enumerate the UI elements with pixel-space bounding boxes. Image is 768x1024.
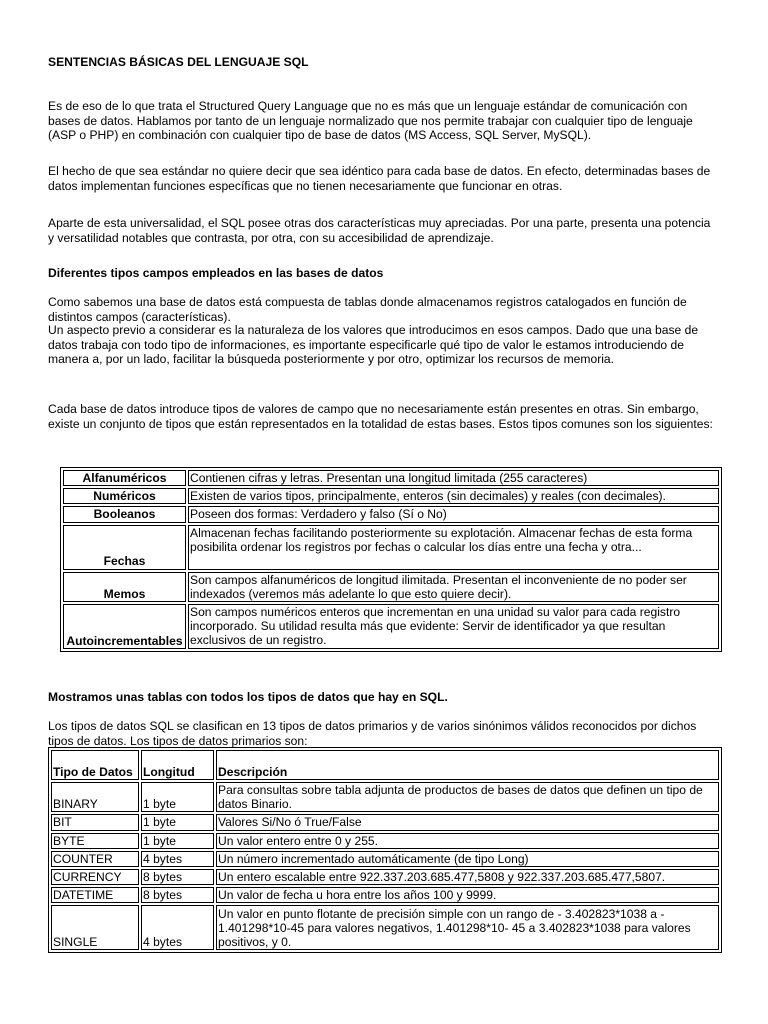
values-paragraph: Un aspecto previo a considerar es la naturaleza de los valores que introducimos en esos campos. Dado que una base de datos trabaja con todo tipo de informaciones, es importante especificarle qué tipo de valor le estamos introduciendo de manera a, por un lado, facilitar la búsqueda posteriormente y por otro, optimizar los recursos de memoria. [48,323,699,367]
field-type-description: Existen de varios tipos, principalmente, enteros (sin decimales) y reales (con decimales). [188,488,719,504]
cell-description: Valores Si/No ó True/False [216,814,719,830]
field-type-name: Booleanos [63,506,186,522]
cell-type: COUNTER [51,851,139,867]
cell-description: Un número incrementado automáticamente (de tipo Long) [216,851,719,867]
document-title: SENTENCIAS BÁSICAS DEL LENGUAJE SQL [48,55,309,69]
sql-data-types-table [48,747,722,953]
cell-description: Un valor entero entre 0 y 255. [216,833,719,849]
header-length: Longitud [141,750,214,780]
table-row [63,506,719,522]
table-row [63,488,719,504]
table-row [63,604,719,649]
universality-paragraph: Aparte de esta universalidad, el SQL posee otras dos características muy apreciadas. Por una parte, presenta una potencia y versatilidad notables que contrasta, por otra, con su accesibilidad de aprendizaje. [48,216,711,245]
cell-description: Un valor en punto flotante de precisión simple con un rango de - 3.402823*1038 a - 1.401298*10-45 para valores negativos, 1.401298*10- 45 a 3.402823*1038 para valores positivos, y 0. [216,905,719,950]
cell-length: 8 bytes [141,869,214,885]
cell-length: 4 bytes [141,851,214,867]
field-type-description: Almacenan fechas facilitando posteriormente su explotación. Almacenar fechas de esta forma posibilita ordenar los registros por fechas o calcular los días entre una fecha y otra... [188,525,719,570]
cell-type: DATETIME [51,887,139,903]
intro-paragraph: Es de eso de lo que trata el Structured Query Language que no es más que un lenguaje estándar de comunicación con bases de datos. Hablamos por tanto de un lenguaje normalizado que nos permite trabajar con cualquier tipo de lenguaje (ASP o PHP) en combinación con cualquier tipo de base de datos (MS Access, SQL Server, MySQL). [48,99,693,143]
cell-type: SINGLE [51,905,139,950]
table-header-row [51,750,719,780]
field-types-table [60,467,722,652]
cell-type: BINARY [51,782,139,812]
field-type-name: Memos [63,572,186,602]
table-row [63,572,719,602]
field-type-name: Autoincrementables [63,604,186,649]
field-type-description: Contienen cifras y letras. Presentan una longitud limitada (255 caracteres) [188,470,719,486]
sql-types-paragraph: Los tipos de datos SQL se clasifican en 13 tipos de datos primarios y de varios sinónimos válidos reconocidos por dichos tipos de datos. Los tipos de datos primarios son: [48,719,697,748]
standard-paragraph: El hecho de que sea estándar no quiere decir que sea idéntico para cada base de datos. En efecto, determinadas bases de datos implementan funciones específicas que no tienen necesariamente que funcionar en otras. [48,164,711,193]
field-type-name: Fechas [63,525,186,570]
table-row [51,782,719,812]
field-type-name: Numéricos [63,488,186,504]
cell-length: 1 byte [141,782,214,812]
table-row [63,525,719,570]
table-row [51,887,719,903]
cell-length: 8 bytes [141,887,214,903]
sql-types-heading: Mostramos unas tablas con todos los tipos de datos que hay en SQL. [48,690,448,704]
field-types-heading: Diferentes tipos campos empleados en las bases de datos [48,266,384,280]
header-type: Tipo de Datos [51,750,139,780]
cell-length: 1 byte [141,833,214,849]
field-type-description: Son campos numéricos enteros que incrementan en una unidad su valor para cada registro incorporado. Su utilidad resulta más que evidente: Servir de identificador ya que resultan exclusivos de un registro. [188,604,719,649]
cell-description: Un entero escalable entre 922.337.203.685.477,5808 y 922.337.203.685.477,5807. [216,869,719,885]
table-row [51,851,719,867]
field-type-description: Poseen dos formas: Verdadero y falso (Sí o No) [188,506,719,522]
cell-length: 1 byte [141,814,214,830]
table-row [51,814,719,830]
header-description: Descripción [216,750,719,780]
table-row [51,833,719,849]
cell-description: Un valor de fecha u hora entre los años 100 y 9999. [216,887,719,903]
cell-type: BYTE [51,833,139,849]
table-row [63,470,719,486]
field-type-description: Son campos alfanuméricos de longitud ilimitada. Presentan el inconveniente de no poder ser indexados (veremos más adelante lo que esto quiere decir). [188,572,719,602]
common-types-paragraph: Cada base de datos introduce tipos de valores de campo que no necesariamente están presentes en otras. Sin embargo, existe un conjunto de tipos que están representados en la totalidad de estas bases. Estos tipos comunes son los siguientes: [48,402,713,431]
cell-type: CURRENCY [51,869,139,885]
cell-type: BIT [51,814,139,830]
cell-description: Para consultas sobre tabla adjunta de productos de bases de datos que definen un tipo de datos Binario. [216,782,719,812]
database-paragraph: Como sabemos una base de datos está compuesta de tablas donde almacenamos registros catalogados en función de distintos campos (características). [48,295,687,324]
table-row [51,869,719,885]
field-type-name: Alfanuméricos [63,470,186,486]
cell-length: 4 bytes [141,905,214,950]
table-row [51,905,719,950]
